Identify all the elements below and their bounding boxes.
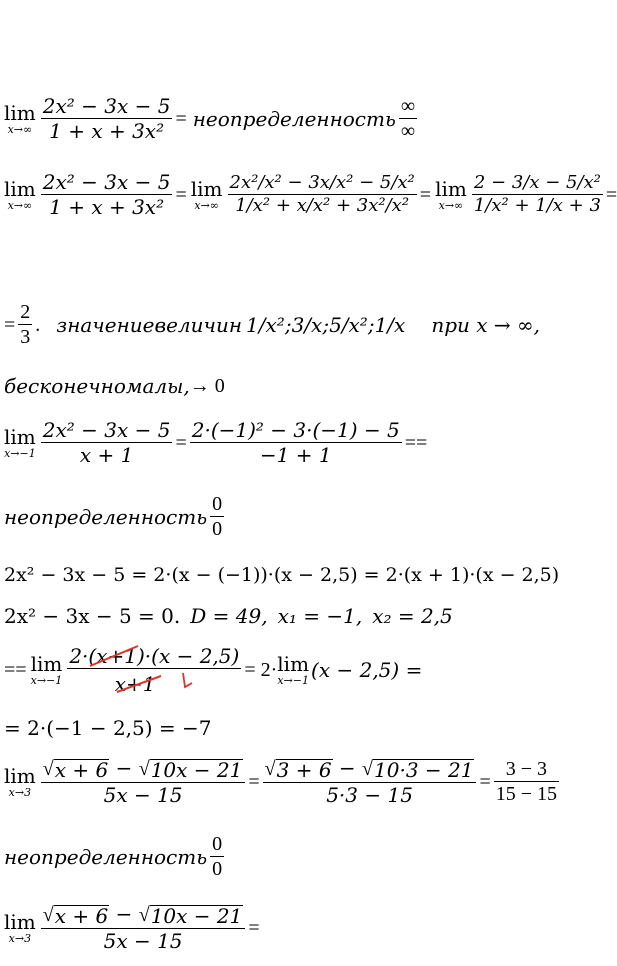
divided-denominator: 1/x² + x/x² + 3x²/x² [235, 195, 410, 216]
fraction: $\frac{\text{2x² − 3x − 5}}{\text{1 + x + 3x²}}$ [42, 94, 171, 143]
simplified-fraction: $\frac{\text{2 − 3/x − 5/x²}}{\text{1/x² + 1/x + 3}}$ [473, 172, 601, 216]
line-infinitesimal: бесконечномалы, → 0 [4, 374, 225, 398]
red-tick-mark [180, 671, 194, 691]
line-limit-minus-one: lim x→−1 $\frac{\text{2x² − 3x − 5}}{x + 1}$ = $\frac{\text{2·(−1)² − 3·(−1) − 5}}{-1 + 1}$ == [4, 418, 428, 467]
limit-operator: lim x→−1 [30, 652, 63, 687]
line-explanation: = $\frac{2}{3}$ . значениевеличин 1/x² ; 3/x ; 5/x² ; 1/x при x → ∞, [4, 301, 541, 348]
limit-operator: lim x→−1 [4, 424, 36, 460]
line-factorization: 2x² − 3x − 5 = 2·(x − (−1))·(x − 2,5) = 2·(x + 1)·(x − 2,5) [4, 564, 560, 586]
line-limit-three-1: lim x→3 √ x + 6 − √ 10x − 21 5x − 15 = √ 3 + 6 − √ 10·3 − 21 5·3 − 15 = $\frac{3 - 3}{15 - 15}$ [4, 756, 558, 807]
crossed-factor: (x+1) [88, 644, 145, 668]
divided-fraction [228, 174, 417, 215]
fraction: $\frac{\text{2x² − 3x − 5}}{\text{1 + x + 3x²}}$ [42, 170, 171, 219]
indeterminate-word: неопределенность [192, 106, 396, 131]
line-result-minus-seven: = 2·(−1 − 2,5) = −7 [4, 716, 212, 740]
line-roots: 2x² − 3x − 5 = 0. D = 49, x₁ = −1, x₂ = 2,5 [4, 604, 453, 628]
line-indeterminate-zero-2: неопределенность $\frac{0}{0}$ [4, 833, 223, 880]
limit-operator: lim x→−1 [277, 652, 310, 687]
limit-operator: lim x→3 [4, 909, 36, 945]
limit-operator: lim x→∞ [4, 100, 36, 136]
cancel-fraction: 2·(x+1) ·(x − 2,5) x+1 [69, 644, 240, 696]
limit-operator: lim x→3 [4, 763, 36, 799]
inf-over-inf: $\frac{\infty}{\infty}$ [400, 95, 416, 142]
line-limit-infinity-2: lim x→∞ $\frac{\text{2x² − 3x − 5}}{\text{1 + x + 3x²}}$ = lim x→∞ $\frac{\text{2x²/x² − 3x/x² − 5/x²}}{\text{1/x² + x/x² + 3x²/x²}}$ = lim x→∞ $\frac{\text{2 − 3/x − 5/x²}}{\text{1/x² + 1/x + 3}}$ = [4, 170, 617, 219]
line-cancellation: == lim x→−1 2·(x+1) ·(x − 2,5) x+1 = 2· lim x→−1 (x − 2,5) = [4, 644, 423, 696]
line-limit-infinity-1: lim x→∞ $\frac{\text{2x² − 3x − 5}}{\text{1 + x + 3x²}}$ = неопределенность $\frac{\infty}{\infty}$ [4, 94, 416, 143]
crossed-factor: x+1 [115, 674, 156, 694]
substituted-fraction: $\frac{\text{2·(−1)² − 3·(−1) − 5}}{-1 + 1}$ [191, 418, 400, 467]
limit-operator: lim x→∞ [435, 176, 467, 212]
result-fraction: $\frac{2}{3}$ [20, 301, 31, 348]
divided-numerator: 2x²/x² − 3x/x² − 5/x² [229, 172, 415, 193]
line-limit-three-2: lim x→3 √ x + 6 − √ 10x − 21 5x − 15 = [4, 902, 260, 953]
limit-operator: lim x→∞ [4, 176, 36, 212]
limit-operator: lim x→∞ [190, 176, 223, 212]
line-indeterminate-zero-1: неопределенность $\frac{0}{0}$ [4, 493, 223, 540]
